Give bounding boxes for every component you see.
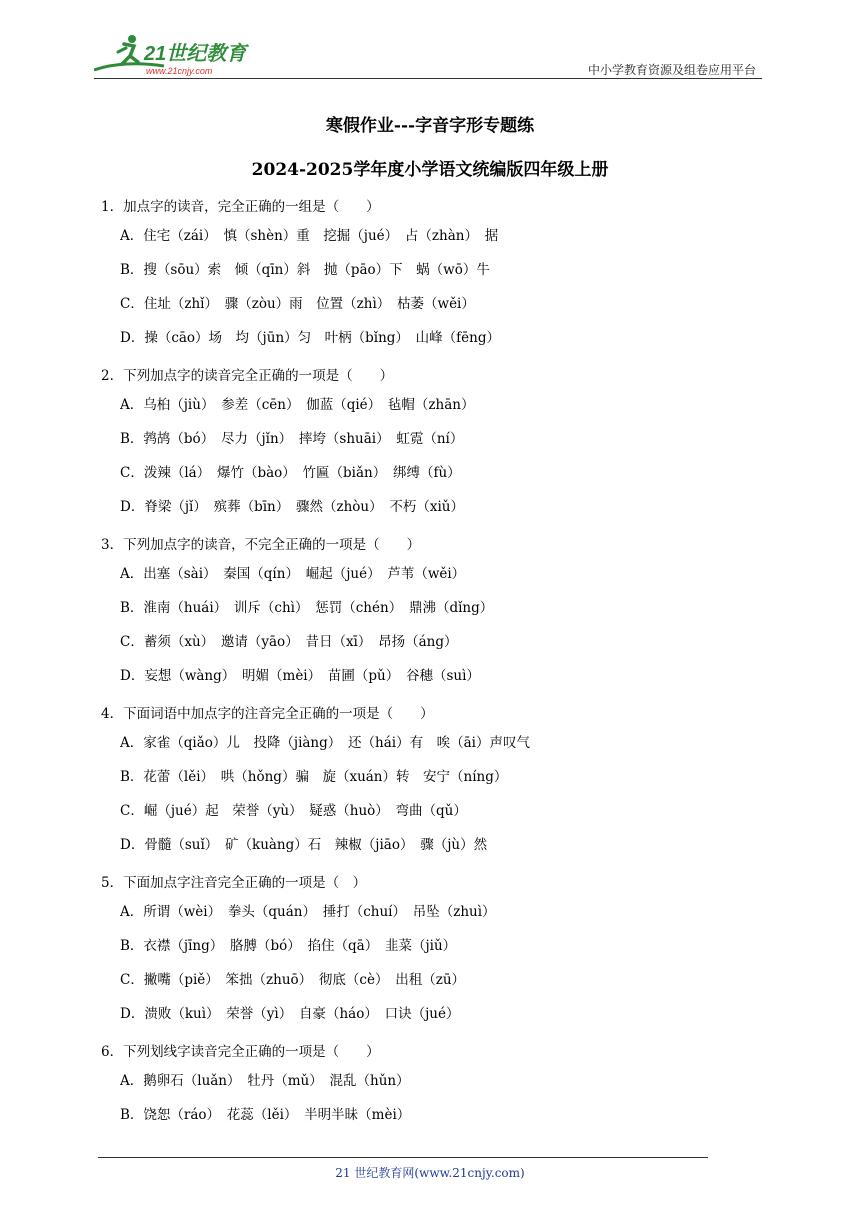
- option-c: C．崛（jué）起 荣誉（yù） 疑惑（huò） 弯曲（qǔ）: [120, 803, 467, 819]
- page-subtitle: 2024-2025学年度小学语文统编版四年级上册: [251, 160, 609, 180]
- option-a: A．住宅（zái） 慎（shèn）重 挖掘（jué） 占（zhàn） 据: [120, 228, 499, 244]
- option-a: A．乌桕（jiù） 参差（cēn） 伽蓝（qié） 毡帽（zhān）: [120, 397, 475, 413]
- header-divider: [94, 78, 762, 79]
- option-d: D．溃败（kuì） 荣誉（yì） 自豪（háo） 口诀（jué）: [120, 1006, 460, 1022]
- option-d: D．骨髓（suǐ） 矿（kuàng）石 辣椒（jiāo） 骤（jù）然: [120, 837, 488, 853]
- logo-url: www.21cnjy.com: [146, 66, 213, 76]
- option-a: A．所谓（wèi） 拳头（quán） 捶打（chuí） 吊坠（zhuì）: [120, 904, 496, 920]
- logo-text: 21世纪教育: [144, 43, 247, 65]
- option-b: B．淮南（huái） 训斥（chì） 惩罚（chén） 鼎沸（dǐng）: [120, 600, 494, 616]
- page-header: [94, 30, 762, 80]
- footer-site-link[interactable]: 21 世纪教育网(www.21cnjy.com): [335, 1166, 525, 1180]
- question-stem: 3．下列加点字的读音，不完全正确的一项是（ ）: [101, 537, 421, 553]
- question-stem: 6．下列划线字读音完全正确的一项是（ ）: [101, 1044, 380, 1060]
- option-a: A．家雀（qiǎo）儿 投降（jiàng） 还（hái）有 唉（āi）声叹气: [120, 735, 530, 751]
- option-a: A．鹅卵石（luǎn） 牡丹（mǔ） 混乱（hǔn）: [120, 1073, 410, 1089]
- header-platform-text: 中小学教育资源及组卷应用平台: [587, 63, 756, 77]
- option-d: D．妄想（wàng） 明媚（mèi） 苗圃（pǔ） 谷穗（suì）: [120, 668, 480, 684]
- question-2: [101, 365, 781, 524]
- option-b: B．衣襟（jīng） 胳膊（bó） 掐住（qā） 韭菜（jiǔ）: [120, 938, 457, 954]
- option-b: B．鹁鸪（bó） 尽力（jǐn） 摔垮（shuāi） 虹霓（ní）: [120, 431, 464, 447]
- option-d: D．脊梁（jǐ） 殡葬（bīn） 骤然（zhòu） 不朽（xiǔ）: [120, 499, 464, 515]
- question-1: [101, 196, 781, 355]
- option-b: B．花蕾（lěi） 哄（hǒng）骗 旋（xuán）转 安宁（níng）: [120, 769, 508, 785]
- question-stem: 2．下列加点字的读音完全正确的一项是（ ）: [101, 368, 394, 384]
- option-d: D．操（cāo）场 均（jūn）匀 叶柄（bǐng） 山峰（fēng）: [120, 330, 501, 346]
- footer-divider: [98, 1157, 708, 1158]
- question-5: [101, 872, 781, 1031]
- option-c: C．住址（zhǐ） 骤（zòu）雨 位置（zhì） 枯萎（wěi）: [120, 296, 475, 312]
- question-4: [101, 703, 781, 862]
- question-stem: 4．下面词语中加点字的注音完全正确的一项是（ ）: [101, 706, 434, 722]
- site-logo: [94, 30, 259, 80]
- question-3: [101, 534, 781, 693]
- option-b: B．搜（sōu）索 倾（qīn）斜 抛（pāo）下 蜗（wō）牛: [120, 262, 490, 278]
- page-title: 寒假作业---字音字形专题练: [325, 116, 535, 136]
- option-c: C．泼辣（lá） 爆竹（bào） 竹匾（biǎn） 绑缚（fù）: [120, 465, 461, 481]
- question-stem: 1．加点字的读音，完全正确的一组是（ ）: [101, 199, 380, 215]
- question-6: [101, 1041, 781, 1132]
- question-list: [101, 196, 781, 1142]
- option-a: A．出塞（sài） 秦国（qín） 崛起（jué） 芦苇（wěi）: [120, 566, 466, 582]
- option-c: C．蓄须（xù） 邀请（yāo） 昔日（xī） 昂扬（áng）: [120, 634, 458, 650]
- option-c: C．撇嘴（piě） 笨拙（zhuō） 彻底（cè） 出租（zū）: [120, 972, 466, 988]
- option-b: B．饶恕（ráo） 花蕊（lěi） 半明半昧（mèi）: [120, 1107, 411, 1123]
- question-stem: 5．下面加点字注音完全正确的一项是（ ）: [101, 875, 367, 891]
